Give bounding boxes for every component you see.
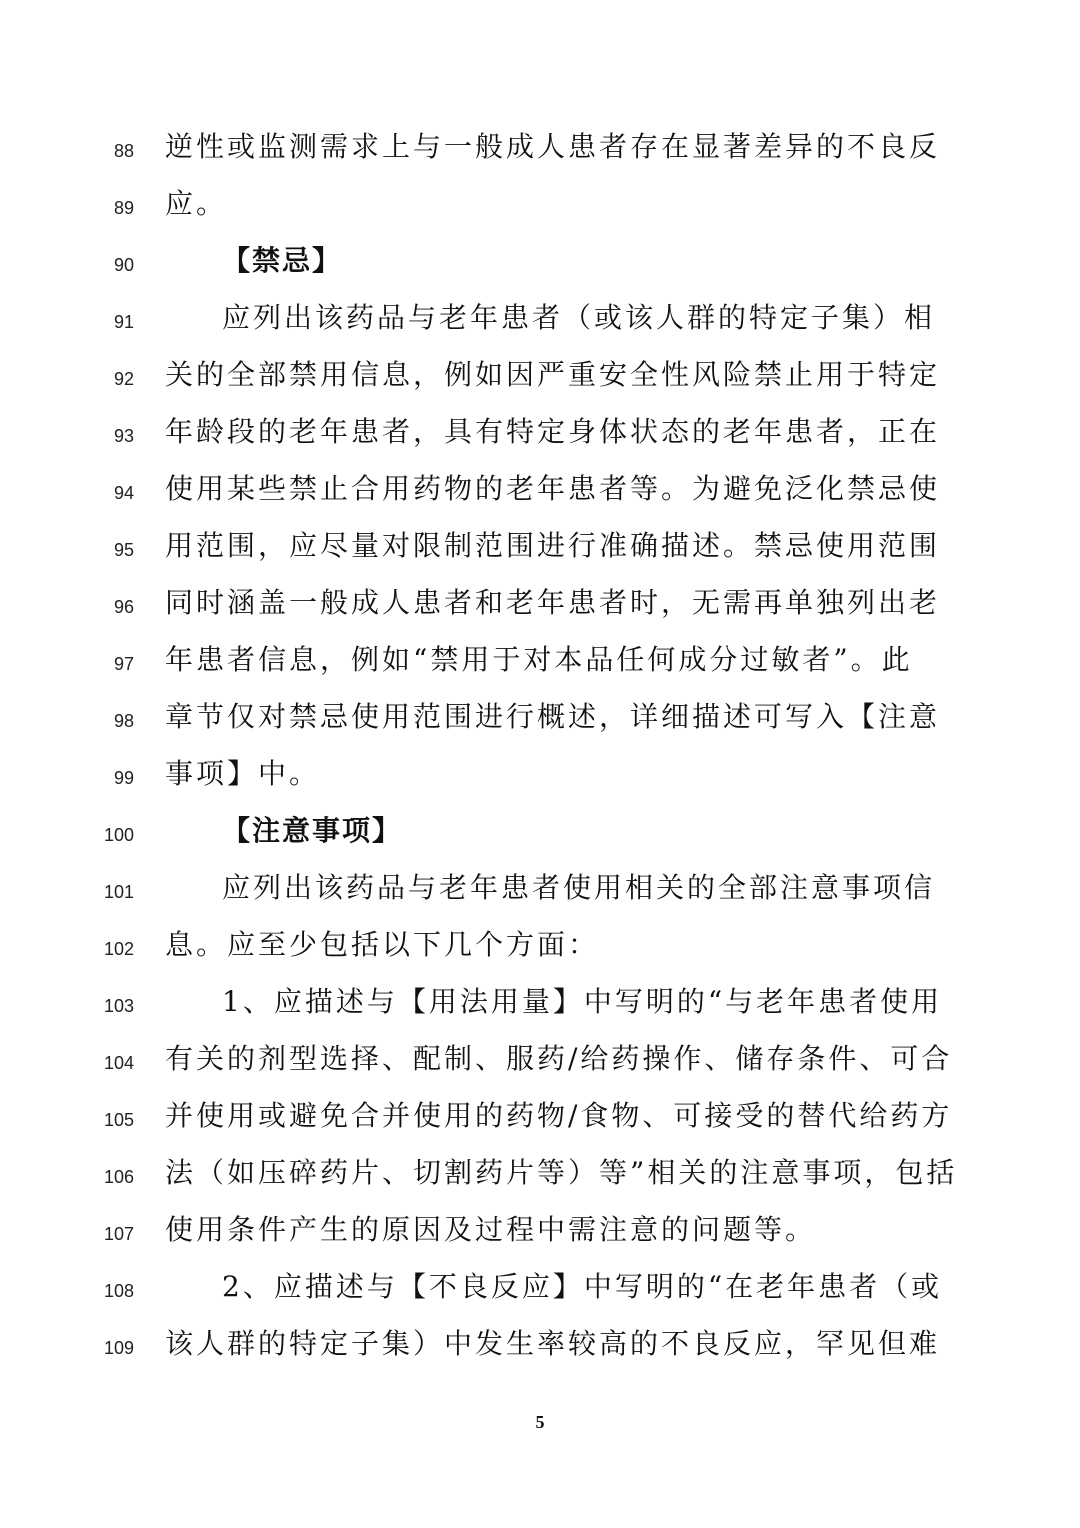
line-number: 106 xyxy=(103,1167,134,1187)
line-number: 91 xyxy=(113,312,134,332)
text-line xyxy=(0,1093,1080,1149)
text-line xyxy=(0,637,1080,693)
line-text: 应。 xyxy=(165,187,228,220)
line-number: 90 xyxy=(113,255,134,275)
line-number: 101 xyxy=(103,882,134,902)
line-number: 102 xyxy=(103,939,134,959)
text-line xyxy=(0,124,1080,180)
text-line xyxy=(0,352,1080,408)
heading-text: 【禁忌】 xyxy=(222,244,343,277)
section-heading-precautions xyxy=(0,808,1080,864)
text-line xyxy=(0,409,1080,465)
line-text: 应列出该药品与老年患者使用相关的全部注意事项信 xyxy=(222,871,936,904)
text-line xyxy=(0,523,1080,579)
line-number: 97 xyxy=(113,654,134,674)
text-line xyxy=(0,1036,1080,1092)
line-text: 使用某些禁止合用药物的老年患者等。为避免泛化禁忌使 xyxy=(165,472,941,505)
line-number: 99 xyxy=(113,768,134,788)
line-number: 94 xyxy=(113,483,134,503)
text-line xyxy=(0,694,1080,750)
text-line xyxy=(0,580,1080,636)
line-number: 95 xyxy=(113,540,134,560)
line-text: 逆性或监测需求上与一般成人患者存在显著差异的不良反 xyxy=(165,130,941,163)
line-number: 98 xyxy=(113,711,134,731)
line-number: 88 xyxy=(113,141,134,161)
line-text: 2、应描述与【不良反应】中写明的“在老年患者（或 xyxy=(222,1270,943,1303)
text-line xyxy=(0,181,1080,237)
text-line xyxy=(0,922,1080,978)
line-number: 93 xyxy=(113,426,134,446)
line-text: 事项】中。 xyxy=(165,757,321,790)
line-text: 息。应至少包括以下几个方面： xyxy=(165,928,600,961)
line-text: 年患者信息，例如“禁用于对本品任何成分过敏者”。此 xyxy=(165,643,913,676)
section-heading-contraindications xyxy=(0,238,1080,294)
text-line xyxy=(0,1150,1080,1206)
line-number: 105 xyxy=(103,1110,134,1130)
page-number: 5 xyxy=(535,1412,545,1432)
line-text: 年龄段的老年患者，具有特定身体状态的老年患者，正在 xyxy=(165,415,941,448)
text-line xyxy=(0,979,1080,1035)
line-text: 该人群的特定子集）中发生率较高的不良反应，罕见但难 xyxy=(165,1327,941,1360)
line-text: 有关的剂型选择、配制、服药/给药操作、储存条件、可合 xyxy=(165,1042,953,1075)
line-number: 108 xyxy=(103,1281,134,1301)
line-number: 96 xyxy=(113,597,134,617)
text-line xyxy=(0,751,1080,807)
line-number: 103 xyxy=(103,996,134,1016)
heading-text: 【注意事项】 xyxy=(222,814,403,847)
line-number: 109 xyxy=(103,1338,134,1358)
line-text: 法（如压碎药片、切割药片等）等”相关的注意事项，包括 xyxy=(165,1156,958,1189)
line-number: 104 xyxy=(103,1053,134,1073)
line-number: 107 xyxy=(103,1224,134,1244)
line-number: 100 xyxy=(103,825,134,845)
text-line xyxy=(0,1264,1080,1320)
line-text: 并使用或避免合并使用的药物/食物、可接受的替代给药方 xyxy=(165,1099,953,1132)
text-line xyxy=(0,295,1080,351)
line-text: 应列出该药品与老年患者（或该人群的特定子集）相 xyxy=(222,301,936,334)
text-line xyxy=(0,865,1080,921)
line-text: 用范围，应尽量对限制范围进行准确描述。禁忌使用范围 xyxy=(165,529,941,562)
line-text: 同时涵盖一般成人患者和老年患者时，无需再单独列出老 xyxy=(165,586,941,619)
line-number: 92 xyxy=(113,369,134,389)
line-text: 使用条件产生的原因及过程中需注意的问题等。 xyxy=(165,1213,817,1246)
text-line xyxy=(0,1321,1080,1377)
line-text: 关的全部禁用信息，例如因严重安全性风险禁止用于特定 xyxy=(165,358,941,391)
line-number: 89 xyxy=(113,198,134,218)
text-line xyxy=(0,466,1080,522)
line-text: 1、应描述与【用法用量】中写明的“与老年患者使用 xyxy=(222,985,943,1018)
line-text: 章节仅对禁忌使用范围进行概述，详细描述可写入【注意 xyxy=(165,700,941,733)
text-line xyxy=(0,1207,1080,1263)
